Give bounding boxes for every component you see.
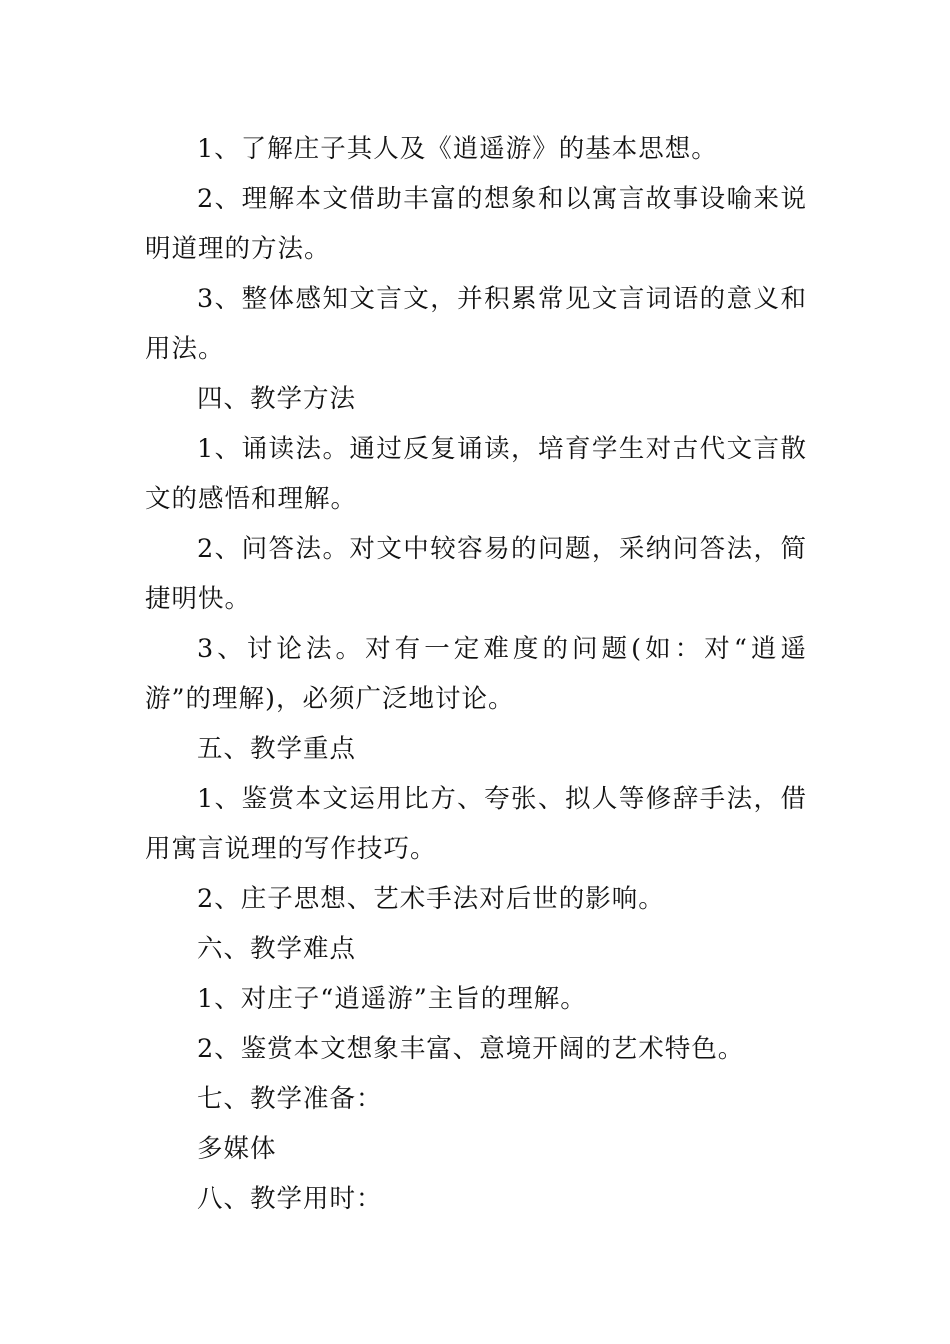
section-heading-methods: 四、教学方法 [197,384,357,414]
key-point-1: 1、鉴赏本文运用比方、夸张、拟人等修辞手法，借用寓言说理的写作技巧。 [145,784,807,864]
key-point-2: 2、庄子思想、艺术手法对后世的影响。 [197,884,665,914]
objective-1: 1、了解庄子其人及《逍遥游》的基本思想。 [197,134,718,164]
method-1: 1、诵读法。通过反复诵读，培育学生对古代文言散文的感悟和理解。 [145,434,807,514]
difficulty-1: 1、对庄子“逍遥游”主旨的理解。 [197,984,587,1014]
difficulty-2: 2、鉴赏本文想象丰富、意境开阔的艺术特色。 [197,1034,745,1064]
section-heading-key-points: 五、教学重点 [197,734,357,764]
method-2: 2、问答法。对文中较容易的问题，采纳问答法，简捷明快。 [145,534,807,614]
section-heading-duration: 八、教学用时： [197,1184,383,1214]
objective-3: 3、整体感知文言文，并积累常见文言词语的意义和用法。 [145,284,807,364]
objective-2: 2、理解本文借助丰富的想象和以寓言故事设喻来说明道理的方法。 [145,184,807,264]
preparation-item: 多媒体 [197,1134,277,1164]
document-body [145,124,807,1224]
section-heading-difficulties: 六、教学难点 [197,934,357,964]
section-heading-preparation: 七、教学准备： [197,1084,383,1114]
method-3: 3、讨论法。对有一定难度的问题(如：对“逍遥游”的理解)，必须广泛地讨论。 [145,634,807,714]
